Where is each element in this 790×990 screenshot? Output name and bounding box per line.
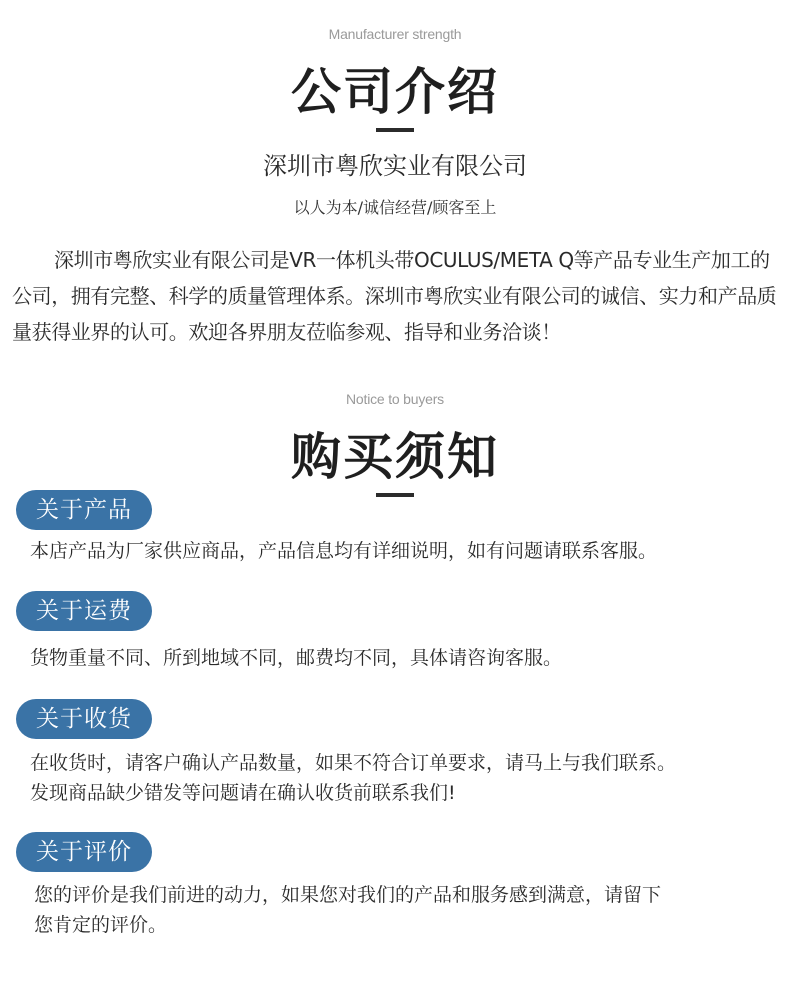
notice-line: 在收货时，请客户确认产品数量，如果不符合订单要求，请马上与我们联系。 [30,752,677,774]
notice-text-review [34,880,774,940]
notice-text-product [30,536,770,566]
company-intro: 深圳市粤欣实业有限公司是VR一体机头带OCULUS/META Q等产品专业生产加工的公司，拥有完整、科学的质量管理体系。深圳市粤欣实业有限公司的诚信、实力和产品质量获得业界的认可。欢迎各界朋友莅临参观、指导和业务洽谈！ [12,248,777,344]
notice-line: 您肯定的评价。 [34,914,168,936]
notice-title: 购买须知 [291,428,499,486]
company-name: 深圳市粤欣实业有限公司 [263,152,527,180]
company-title: 公司介绍 [291,63,499,121]
notice-text-receipt [30,748,770,808]
notice-line: 本店产品为厂家供应商品，产品信息均有详细说明，如有问题请联系客服。 [30,540,658,562]
notice-label-shipping: 关于运费 [16,591,152,631]
notice-line: 货物重量不同、所到地域不同，邮费均不同，具体请咨询客服。 [30,647,563,669]
notice-label-product: 关于产品 [16,490,152,530]
notice-line: 您的评价是我们前进的动力，如果您对我们的产品和服务感到满意，请留下 [34,884,662,906]
notice-subtitle-en: Notice to buyers [346,391,444,407]
company-slogan: 以人为本/诚信经营/顾客至上 [293,198,497,217]
company-subtitle-en: Manufacturer strength [328,26,462,42]
notice-text-shipping [30,643,770,673]
title-underline [376,493,414,497]
notice-line: 发现商品缺少错发等问题请在确认收货前联系我们! [30,782,456,804]
title-underline [376,128,414,132]
notice-label-review: 关于评价 [16,832,152,872]
notice-label-receipt: 关于收货 [16,699,152,739]
